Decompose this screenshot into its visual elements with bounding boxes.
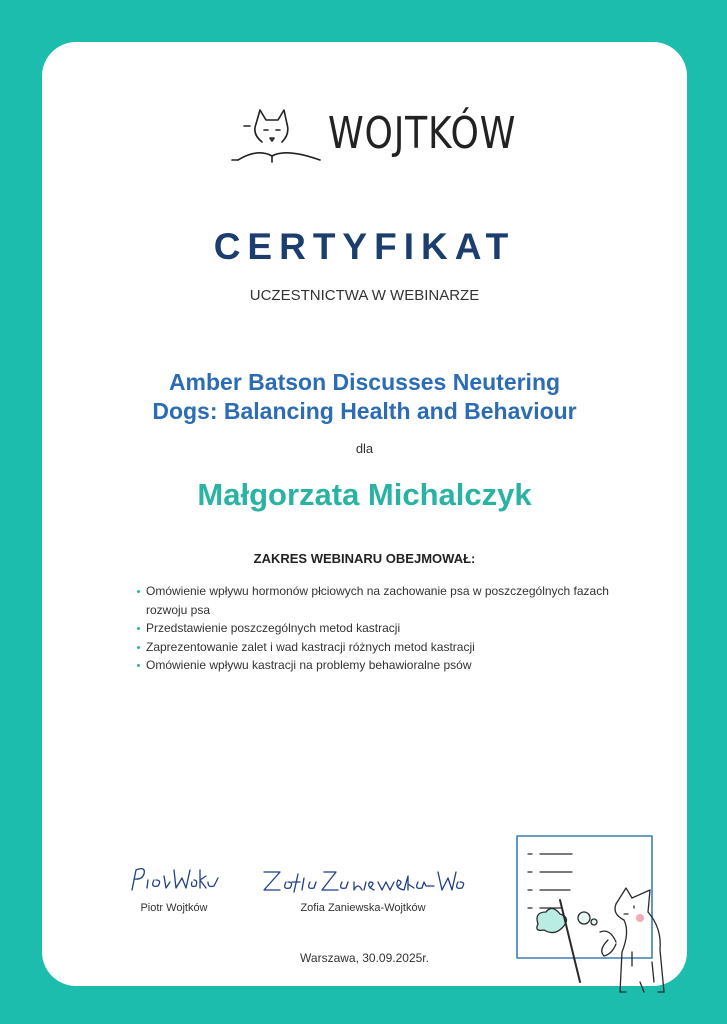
webinar-title-line-1: Amber Batson Discusses Neutering [168,369,561,395]
scope-item [137,656,617,675]
scope-item-text: Zaprezentowanie zalet i wad kastracji różnych metod kastracji [146,639,475,654]
scope-item-text: Przedstawienie poszczególnych metod kastracji [146,621,401,635]
scope-heading: ZAKRES WEBINARU OBEJMOWAŁ: [253,551,476,566]
for-label: dla [355,441,374,456]
handwritten-signature-2 [258,862,468,896]
webinar-title [42,368,687,426]
scope-item [137,619,617,638]
signature-name-2: Zofia Zaniewska-Wojtków [300,902,426,914]
bullet-icon [137,646,140,649]
bullet-icon [137,627,140,630]
scope-item [137,638,617,657]
signature-block-2 [258,862,468,914]
place-date: Warszawa, 30.09.2025r. [300,951,429,965]
scope-item-text: Omówienie wpływu hormonów płciowych na zachowanie psa w poszczególnych fazach rozwoju psa [146,584,609,617]
dog-presenting-board-icon [512,832,687,1002]
signature-name-1: Piotr Wojtków [140,902,208,914]
brand-logo [230,102,517,172]
webinar-title-line-2: Dogs: Balancing Health and Behaviour [152,398,577,424]
bullet-icon [137,664,140,667]
scope-list [137,582,617,675]
certificate-title: CERTYFIKAT [213,226,516,267]
scope-item-text: Omówienie wpływu kastracji na problemy behawioralne psów [146,658,472,672]
certificate-subtitle: UCZESTNICTWA W WEBINARZE [249,287,480,304]
brand-name: WOJTKÓW [328,108,517,159]
handwritten-signature-1 [126,862,222,896]
recipient-name: Małgorzata Michalczyk [197,477,532,512]
bullet-icon [137,590,140,593]
certificate-card [42,42,687,986]
scope-item [137,582,617,619]
dog-reading-book-icon [230,102,326,172]
signature-block-1 [114,862,234,914]
